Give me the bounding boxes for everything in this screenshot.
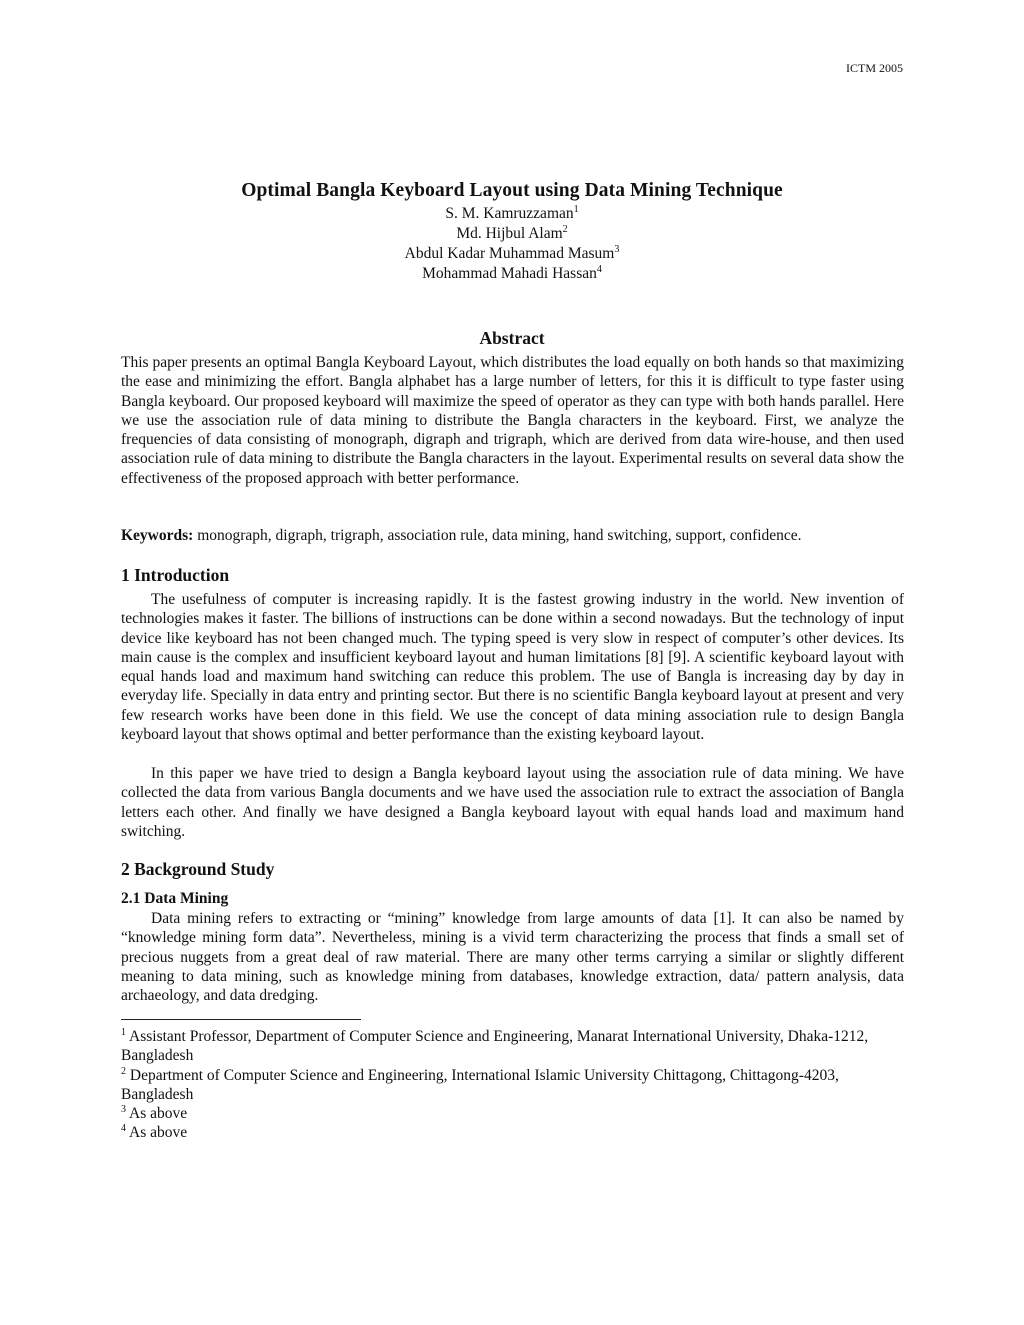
author-name: Mohammad Mahadi Hassan [422,265,597,282]
footnote-mark: 1 [121,1027,126,1038]
footnote [121,1027,904,1066]
intro-paragraph-2: In this paper we have tried to design a Bangla keyboard layout using the association rule of data mining. We have collected the data from various Bangla documents and we have used the association rule to extract the association of Bangla letters each other. And finally we have designed a Bangla keyboard layout with equal hands load and maximum hand switching. [121,765,904,840]
keywords [121,526,904,545]
footnote-mark: 4 [121,1123,126,1135]
author-line [0,244,1024,264]
abstract-text: This paper presents an optimal Bangla Keyboard Layout, which distributes the load equally on both hands so that maximizing the ease and minimizing the effort. Bangla alphabet has a large number of letters, for this it is difficult to type faster using Bangla keyboard. Our proposed keyboard will maximize the speed of operator as they can type with both hands parallel. Here we use the association rule of data mining to distribute the Bangla characters in the keyboard. First, we analyze the frequencies of data consisting of monograph, digraph and trigraph, which are derived from data wire-house, and then used association rule of data mining to distribute the Bangla characters in the layout. Experimental results on several data show the effectiveness of the proposed approach with better performance. [121,354,904,487]
author-name: Abdul Kadar Muhammad Masum [404,245,615,262]
footnote-mark: 2 [121,1065,126,1077]
author-name: Md. Hijbul Alam [456,225,563,242]
section-heading-background: 2 Background Study [121,859,275,879]
keywords-label: Keywords: [121,527,194,544]
abstract-heading: Abstract [479,328,545,348]
author-line [0,264,1024,284]
subsection-heading-data-mining: 2.1 Data Mining [121,890,229,907]
intro-paragraph-1: The usefulness of computer is increasing rapidly. It is the fastest growing industry in the world. New invention of technologies makes it faster. The billions of instructions can be done within a second nowadays. But the technology of input device like keyboard has not been changed much. The typing speed is very slow in respect of computer’s other devices. Its main cause is the complex and insufficient keyboard layout and human limitations [8] [9]. A scientific keyboard layout with equal hands load and maximum hand switching can reduce this problem. The use of Bangla is increasing day by day in everyday life. Specially in data entry and printing sector. But there is no scientific Bangla keyboard layout at present and very few research works have been done in this field. We use the concept of data mining association rule to design Bangla keyboard layout that shows optimal and better performance than the existing keyboard layout. [121,591,904,744]
footnote [121,1066,904,1105]
conference-label: ICTM 2005 [846,61,903,75]
author-name: S. M. Kamruzzaman [445,205,574,222]
footnote-mark: 2 [562,224,568,235]
footnote-mark: 4 [596,264,602,275]
footnote-mark: 3 [121,1104,126,1116]
footnote-mark: 1 [573,204,579,215]
footnote-text: Assistant Professor, Department of Computer Science and Engineering, Manarat International University, Dhaka-1212, Bangladesh [121,1028,869,1065]
footnote [121,1123,904,1142]
keywords-text: monograph, digraph, trigraph, association rule, data mining, hand switching, support, confidence. [193,527,802,544]
footnote-text: As above [126,1105,188,1123]
author-list [0,204,1024,284]
paper-title: Optimal Bangla Keyboard Layout using Data Mining Technique [241,180,783,201]
author-line [0,204,1024,224]
data-mining-paragraph: Data mining refers to extracting or “mining” knowledge from large amounts of data [1]. It can also be named by “knowledge mining form data”. Nevertheless, mining is a vivid term characterizing the process that finds a small set of precious nuggets from a great deal of raw material. There are many other terms carrying a similar or slightly different meaning to data mining, such as knowledge mining from databases, knowledge extraction, data/ pattern analysis, data archaeology, and data dredging. [121,910,904,1005]
footnote-text: Department of Computer Science and Engineering, International Islamic University Chittagong, Chittagong-4203, Bangladesh [121,1066,839,1103]
author-line [0,224,1024,244]
footnote-divider [121,1019,361,1020]
footnote-text: As above [126,1124,188,1142]
footnote-mark: 3 [614,244,620,255]
footnotes [121,1027,904,1143]
section-heading-introduction: 1 Introduction [121,565,230,585]
footnote [121,1104,904,1123]
